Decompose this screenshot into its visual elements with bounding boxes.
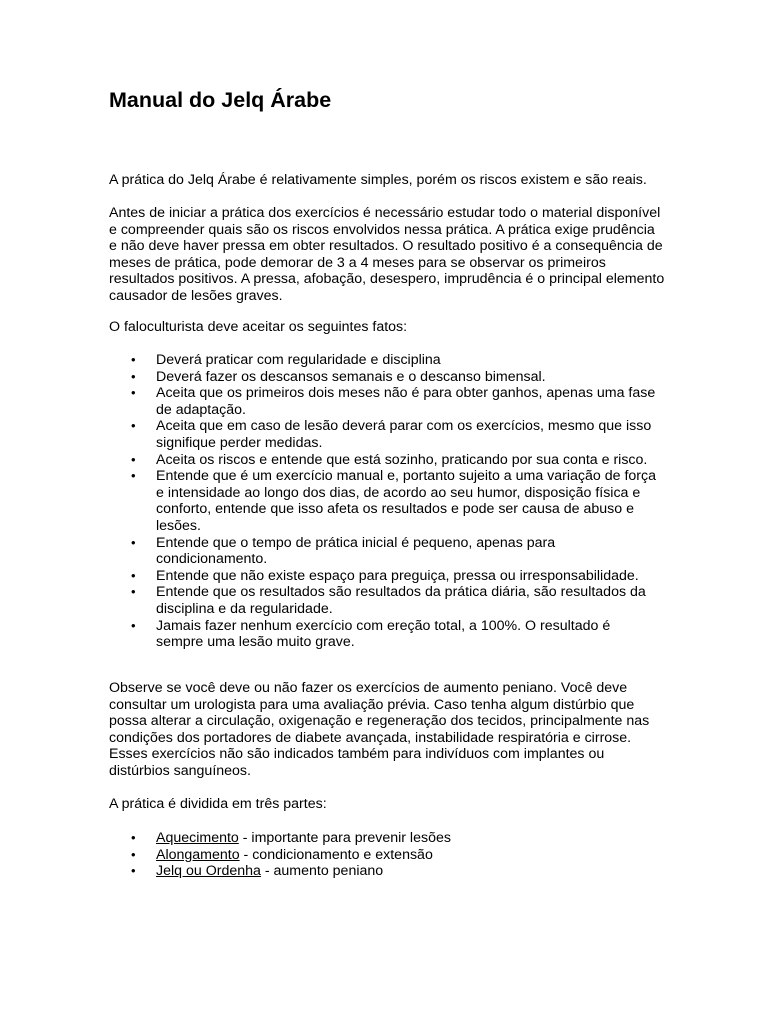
- warmup-link[interactable]: Aquecimento: [156, 830, 239, 846]
- list-item: • Deverá fazer os descansos semanais e o descanso bimensal.: [109, 369, 661, 386]
- facts-intro-paragraph: O faloculturista deve aceitar os seguintes fatos:: [109, 319, 408, 335]
- part-description: - importante para prevenir lesões: [238, 830, 451, 846]
- part-description: - aumento peniano: [260, 863, 384, 880]
- list-item: [109, 863, 661, 880]
- intro-paragraph: A prática do Jelq Árabe é relativamente simples, porém os riscos existem e são reais.: [109, 172, 647, 188]
- list-item: • Entende que os resultados são resultados da prática diária, são resultados da disciplina e da regularidade.: [109, 584, 661, 617]
- list-item: • Entende que o tempo de prática inicial é pequeno, apenas para condicionamento.: [109, 535, 661, 568]
- list-item: • Deverá praticar com regularidade e disciplina: [109, 352, 661, 369]
- jelq-link[interactable]: Jelq ou Ordenha: [156, 863, 261, 880]
- list-item: • Aceita que em caso de lesão deverá parar com os exercícios, mesmo que isso signifique perder medidas.: [109, 418, 661, 451]
- list-item: • Aceita que os primeiros dois meses não é para obter ganhos, apenas uma fase de adaptação.: [109, 385, 661, 418]
- parts-list: [109, 830, 661, 880]
- list-item: [109, 830, 661, 847]
- part-description: - condicionamento e extensão: [239, 846, 433, 863]
- medical-advice-paragraph: Observe se você deve ou não fazer os exercícios de aumento peniano. Você deve consultar um urologista para uma avaliação prévia. Caso tenha algum distúrbio que possa alterar a circulação, oxigenação e regeneração dos tecidos, principalmente nas condições dos portadores de diabete avançada, instabilidade respiratória e cirrose. Esses exercícios não são indicados também para indivíduos com implantes ou distúrbios sanguíneos.: [109, 680, 650, 779]
- list-item: • Jamais fazer nenhum exercício com ereção total, a 100%. O resultado é sempre uma lesão muito grave.: [109, 618, 661, 651]
- list-item: • Entende que é um exercício manual e, portanto sujeito a uma variação de força e intensidade ao longo dos dias, de acordo ao seu humor, disposição física e conforto, entende que isso afeta os resultados e pode ser causa de abuso e lesões.: [109, 468, 661, 534]
- document-title: Manual do Jelq Árabe: [109, 88, 332, 112]
- parts-intro-paragraph: A prática é dividida em três partes:: [109, 796, 327, 812]
- list-item: • Aceita os riscos e entende que está sozinho, praticando por sua conta e risco.: [109, 452, 661, 469]
- list-item: [109, 847, 661, 864]
- list-item: • Entende que não existe espaço para preguiça, pressa ou irresponsabilidade.: [109, 568, 661, 585]
- stretching-link[interactable]: Alongamento: [156, 846, 240, 863]
- warning-paragraph: Antes de iniciar a prática dos exercícios é necessário estudar todo o material disponível e compreender quais são os riscos envolvidos nessa prática. A prática exige prudência e não deve haver pressa em obter resultados. O resultado positivo é a consequência de meses de prática, pode demorar de 3 a 4 meses para se observar os primeiros resultados positivos. A pressa, afobação, desespero, imprudência é o principal elemento causador de lesões graves.: [109, 205, 665, 304]
- facts-list: [109, 352, 661, 651]
